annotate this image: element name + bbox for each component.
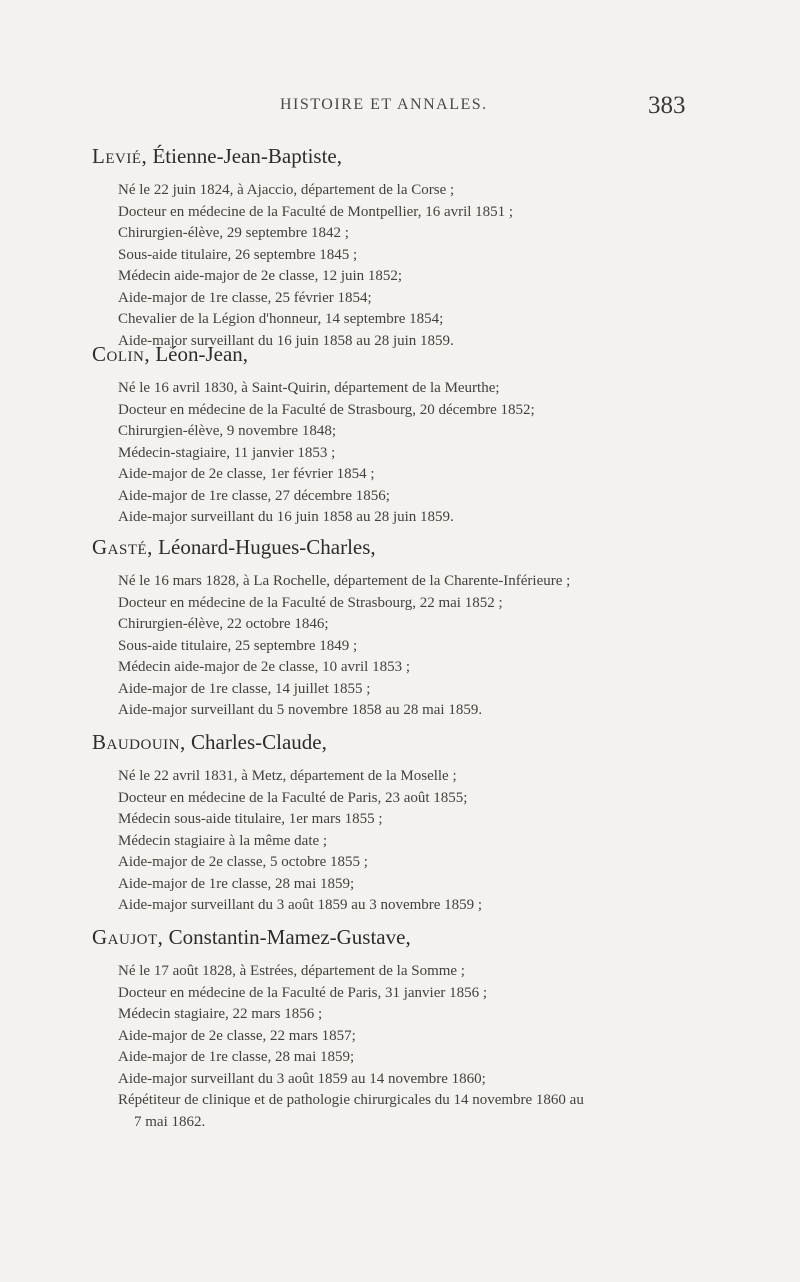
- entry-line: Docteur en médecine de la Faculté de Paris, 23 août 1855;: [118, 789, 468, 806]
- entry-line: Docteur en médecine de la Faculté de Strasbourg, 22 mai 1852 ;: [118, 594, 503, 611]
- entry-line: Né le 17 août 1828, à Estrées, département de la Somme ;: [118, 963, 465, 979]
- entry-name: [92, 925, 411, 950]
- entry-line: Médecin aide-major de 2e classe, 12 juin 1852;: [118, 268, 403, 284]
- entry-given-names: Léonard-Hugues-Charles,: [158, 535, 376, 559]
- entry-given-names: Constantin-Mamez-Gustave,: [168, 925, 411, 949]
- entry-line: Médecin aide-major de 2e classe, 10 avril 1853 ;: [118, 659, 410, 675]
- entry-lines: [118, 766, 798, 917]
- entry-name: [92, 342, 248, 367]
- entry-line: Aide-major de 1re classe, 14 juillet 1855 ;: [118, 680, 371, 697]
- entry-line: Aide-major de 1re classe, 25 février 1854;: [118, 289, 372, 306]
- entry-line: Docteur en médecine de la Faculté de Strasbourg, 20 décembre 1852;: [118, 401, 535, 418]
- entry-given-names: Léon-Jean,: [155, 342, 249, 366]
- entry-surname: Gaujot,: [92, 925, 164, 949]
- entry-given-names: Charles-Claude,: [191, 730, 327, 754]
- entry-line: Né le 16 mars 1828, à La Rochelle, département de la Charente-Inférieure ;: [118, 573, 571, 589]
- entry-line: Docteur en médecine de la Faculté de Montpellier, 16 avril 1851 ;: [118, 203, 514, 220]
- entry-line: Aide-major de 1re classe, 28 mai 1859;: [118, 1049, 355, 1065]
- entry-line: Aide-major de 2e classe, 1er février 1854 ;: [118, 466, 375, 482]
- entry-line: Chirurgien-élève, 29 septembre 1842 ;: [118, 225, 349, 241]
- entry-name: [92, 535, 376, 560]
- entry-line: Chirurgien-élève, 22 octobre 1846;: [118, 616, 329, 632]
- entry-line: Aide-major de 1re classe, 28 mai 1859;: [118, 875, 355, 892]
- entry-line: Sous-aide titulaire, 26 septembre 1845 ;: [118, 246, 358, 263]
- entry-line: Chirurgien-élève, 9 novembre 1848;: [118, 423, 336, 439]
- entry-line: Docteur en médecine de la Faculté de Paris, 31 janvier 1856 ;: [118, 984, 488, 1001]
- entry-surname: Levié,: [92, 144, 148, 168]
- entry-name: [92, 730, 327, 755]
- entry-line: Aide-major de 1re classe, 27 décembre 1856;: [118, 487, 390, 504]
- entry-line: Aide-major surveillant du 3 août 1859 au 3 novembre 1859 ;: [118, 897, 483, 913]
- entry-line: Médecin-stagiaire, 11 janvier 1853 ;: [118, 444, 336, 461]
- entry-surname: Gasté,: [92, 535, 153, 559]
- running-title: HISTOIRE ET ANNALES.: [280, 96, 488, 113]
- entry-line: Médecin stagiaire, 22 mars 1856 ;: [118, 1006, 323, 1022]
- entry-line: Aide-major de 2e classe, 5 octobre 1855 ;: [118, 854, 368, 870]
- page-header: [0, 92, 800, 122]
- entry-lines: [118, 571, 798, 722]
- entry-line: Aide-major de 2e classe, 22 mars 1857;: [118, 1027, 356, 1044]
- entry-line: Aide-major surveillant du 3 août 1859 au 14 novembre 1860;: [118, 1070, 486, 1087]
- entry-given-names: Étienne-Jean-Baptiste,: [152, 144, 342, 168]
- entry-name: [92, 144, 342, 169]
- entry-line: Aide-major surveillant du 16 juin 1858 au 28 juin 1859.: [118, 509, 454, 525]
- entry-line: Sous-aide titulaire, 25 septembre 1849 ;: [118, 637, 358, 654]
- entry-line: Né le 16 avril 1830, à Saint-Quirin, département de la Meurthe;: [118, 380, 500, 396]
- entry-lines: [118, 378, 798, 529]
- entry-line: Médecin sous-aide titulaire, 1er mars 1855 ;: [118, 811, 383, 827]
- entry-surname: Colin,: [92, 342, 151, 366]
- entry-line: 7 mai 1862.: [134, 1113, 206, 1130]
- entry-lines: [118, 180, 798, 352]
- entry-surname: Baudouin,: [92, 730, 186, 754]
- entry-line: Né le 22 avril 1831, à Metz, département de la Moselle ;: [118, 768, 457, 784]
- entry-line: Répétiteur de clinique et de pathologie chirurgicales du 14 novembre 1860 au: [118, 1092, 584, 1108]
- entry-line: Médecin stagiaire à la même date ;: [118, 832, 328, 849]
- entry-line: Aide-major surveillant du 16 juin 1858 au 28 juin 1859.: [118, 332, 454, 349]
- entry-lines: [118, 961, 798, 1133]
- entry-line: Aide-major surveillant du 5 novembre 1858 au 28 mai 1859.: [118, 702, 483, 718]
- page-number: 383: [648, 92, 686, 119]
- entry-line: Né le 22 juin 1824, à Ajaccio, département de la Corse ;: [118, 182, 455, 198]
- entry-line: Chevalier de la Légion d'honneur, 14 septembre 1854;: [118, 311, 444, 327]
